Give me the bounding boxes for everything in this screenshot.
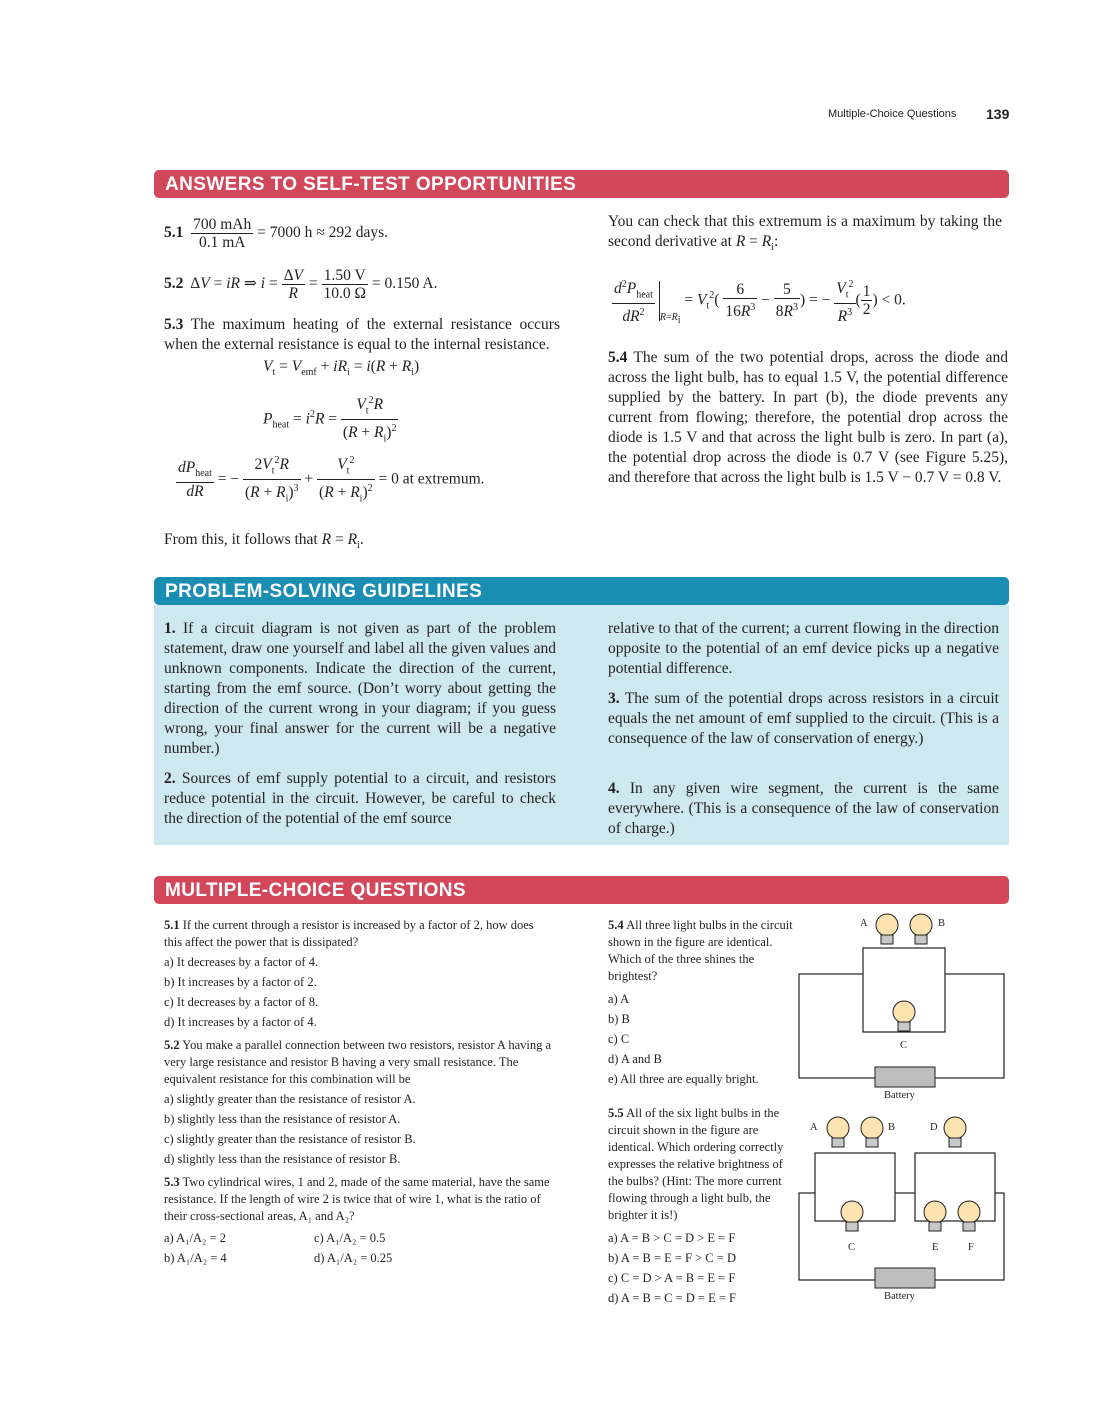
q51-num: 5.1	[164, 918, 180, 932]
question-5-5	[608, 1105, 790, 1307]
guideline-4-num: 4.	[608, 780, 620, 797]
answer-5-4-label: 5.4	[608, 349, 628, 366]
guideline-2-cont-text: relative to that of the current; a current flowing in the direction opposite to the potential of an emf device picks up a negative potential difference.	[608, 620, 999, 677]
fig2-label-d: D	[930, 1122, 938, 1133]
bulb-a2-icon	[827, 1117, 849, 1147]
q51-option-a[interactable]: a) It decreases by a factor of 4.	[164, 955, 319, 969]
fig2-label-b: B	[888, 1122, 896, 1133]
q51-option-c[interactable]: c) It decreases by a factor of 8.	[164, 995, 319, 1009]
guideline-1	[164, 619, 556, 759]
answer-5-3-text: The maximum heating of the external resistance occurs when the external resistance is equal to the internal resistance.	[164, 316, 560, 353]
battery-1-icon	[875, 1067, 935, 1087]
bulb-b2-icon	[861, 1117, 883, 1147]
q55-option-c[interactable]: c) C = D > A = B = E = F	[608, 1271, 736, 1285]
bulb-b-icon	[910, 914, 932, 944]
answer-5-2-denominator: 10.0 Ω	[323, 285, 367, 302]
fig2-label-f: F	[968, 1242, 974, 1253]
q52-option-a[interactable]: a) slightly greater than the resistance of resistor A.	[164, 1092, 416, 1106]
answer-5-1-denominator: 0.1 mA	[198, 234, 246, 251]
bulb-d2-icon	[944, 1117, 966, 1147]
answer-5-2-numerator: 1.50 V	[322, 267, 369, 285]
q54-option-a[interactable]: a) A	[608, 992, 630, 1006]
circuit-figure-2	[795, 1108, 1010, 1308]
q52-text: You make a parallel connection between two resistors, resistor A having a very large resistance and resistor B having a very small resistance. The equivalent resistance for this combination will be	[164, 1038, 552, 1086]
guideline-3	[608, 689, 999, 749]
equation-extremum: = 0 at extremum.	[378, 470, 485, 488]
fig2-label-c: C	[848, 1242, 856, 1253]
mcq-banner: MULTIPLE-CHOICE QUESTIONS	[154, 876, 1009, 904]
fig1-label-a: A	[860, 918, 868, 929]
q51-option-b[interactable]: b) It increases by a factor of 2.	[164, 975, 317, 989]
question-5-3	[164, 1174, 554, 1267]
answer-5-1-numerator: 700 mAh	[193, 216, 252, 233]
q51-text: If the current through a resistor is increased by a factor of 2, how does this affect the power that is dissipated?	[164, 918, 534, 949]
bulb-a-icon	[876, 914, 898, 944]
circuit-figure-1	[795, 910, 1010, 1105]
bulb-c2-icon	[841, 1201, 863, 1231]
q52-option-c[interactable]: c) slightly greater than the resistance of resistor B.	[164, 1132, 416, 1146]
q53-text: Two cylindrical wires, 1 and 2, made of the same material, have the same resistance. If the length of wire 2 is twice that of wire 1, what is the ratio of their cross-sectional areas, A₁ and A₂?	[164, 1175, 550, 1223]
q52-option-d[interactable]: d) slightly less than the resistance of resistor B.	[164, 1152, 401, 1166]
page-number: 139	[986, 106, 1010, 122]
guideline-2-text: Sources of emf supply potential to a circuit, and resistors reduce potential in the circuit. However, be careful to check the direction of the potential of the emf source	[164, 770, 556, 827]
equation-second-derivative: $\frac{d^2P_{heat}}{dR^2}$ $_{R=R_i} = V_t^2$( $\frac{6}{16R^3}$ − $\frac{5}{8R^3}$ ) = − $\frac{V_t^2}{R^3}$ ( $\frac{1}{2}$ ) < 0.	[612, 276, 906, 326]
conclusion-text: From this, it follows that	[164, 531, 318, 548]
q55-option-d[interactable]: d) A = B = C = D = E = F	[608, 1291, 736, 1305]
guideline-2-num: 2.	[164, 770, 176, 787]
fig1-label-c: C	[900, 1040, 908, 1051]
fig2-label-e: E	[932, 1242, 939, 1253]
answer-5-3-conclusion: From this, it follows that $R = R_i$.	[164, 531, 364, 552]
fig2-label-a: A	[810, 1122, 818, 1133]
answer-5-2-label: 5.2	[164, 275, 184, 293]
answer-5-2: 5.2 ΔV = iR ⇒ i = $\frac{\Delta V}{R}$ = $\frac{1.50 V}{10.0 \Omega}$ = 0.150 A.	[164, 267, 438, 302]
q54-option-d[interactable]: d) A and B	[608, 1052, 662, 1066]
answer-5-4	[608, 348, 1008, 488]
q51-option-d[interactable]: d) It increases by a factor of 4.	[164, 1015, 317, 1029]
equation-pheat: $P_{heat} = i^2R$ = $\frac{V_t^2R}{(R + R_i)^2}$	[263, 392, 398, 448]
question-5-2	[164, 1037, 554, 1168]
guideline-3-text: The sum of the potential drops across resistors in a circuit equals the net amount of emf supplied to the circuit. (This is a consequence of the law of conservation of energy.)	[608, 690, 999, 747]
q52-num: 5.2	[164, 1038, 180, 1052]
running-title: Multiple-Choice Questions	[828, 108, 957, 120]
answer-5-3-label: 5.3	[164, 316, 184, 333]
right-intro-text: You can check that this extremum is a maximum by taking the second derivative at	[608, 213, 1002, 250]
q53-option-c[interactable]: c) A₁/A₂ = 0.5	[314, 1231, 386, 1245]
answer-5-4-text: The sum of the two potential drops, across the diode and across the light bulb, has to equal 1.5 V, the potential difference supplied by the battery. In part (b), the diode prevents any current from flowing; therefore, the potential drop across the diode is 1.5 V and that across the light bulb is zero. In part (a), the potential drop across the diode is 0.7 V (see Figure 5.25), and therefore that across the light bulb is 1.5 V − 0.7 V = 0.8 V.	[608, 349, 1008, 486]
question-5-4	[608, 917, 793, 1088]
answer-5-1	[164, 216, 388, 251]
q55-num: 5.5	[608, 1106, 624, 1120]
q52-option-b[interactable]: b) slightly less than the resistance of resistor A.	[164, 1112, 401, 1126]
bulb-f2-icon	[958, 1201, 980, 1231]
q55-option-b[interactable]: b) A = B = E = F > C = D	[608, 1251, 736, 1265]
guideline-2	[164, 769, 556, 829]
guideline-1-text: If a circuit diagram is not given as part of the problem statement, draw one yourself and label all the given values and unknown components. Indicate the direction of the current, starting from the emf source. (Don’t worry about getting the direction of the current wrong in your diagram; if you guess wrong, your final answer for the current will be a negative number.)	[164, 620, 557, 757]
q54-option-b[interactable]: b) B	[608, 1012, 630, 1026]
answer-5-1-result: = 7000 h ≈ 292 days.	[257, 224, 389, 242]
q53-option-b[interactable]: b) A₁/A₂ = 4	[164, 1251, 227, 1265]
q54-num: 5.4	[608, 918, 624, 932]
battery-2-icon	[875, 1268, 935, 1288]
fig1-label-b: B	[938, 918, 946, 929]
q54-text: All three light bulbs in the circuit shown in the figure are identical. Which of the three shines the brightest?	[608, 918, 793, 983]
guidelines-banner: PROBLEM-SOLVING GUIDELINES	[154, 577, 1009, 605]
q53-option-d[interactable]: d) A₁/A₂ = 0.25	[314, 1251, 393, 1265]
right-intro: You can check that this extremum is a maximum by taking the second derivative at $R = R_i$:	[608, 213, 1002, 254]
q53-num: 5.3	[164, 1175, 180, 1189]
question-5-1	[164, 917, 554, 1031]
equation-vt: $V_t = V_{emf} + iR_i = i(R + R_i)$	[263, 358, 420, 379]
guideline-2-cont	[608, 619, 999, 679]
q53-option-a[interactable]: a) A₁/A₂ = 2	[164, 1231, 226, 1245]
guideline-4	[608, 779, 999, 839]
q55-text: All of the six light bulbs in the circuit shown in the figure are identical. Which ordering correctly expresses the relative brightness of the bulbs? (Hint: The more current flowing through a light bulb, the brighter it is!)	[608, 1106, 784, 1222]
guideline-3-num: 3.	[608, 690, 620, 707]
equation-derivative: $\frac{dP_{heat}}{dR}$ = − $\frac{2V_t^2R}{(R + R_i)^3}$ + $\frac{V_t^2}{(R + R_i)^2}$ = 0 at extremum.	[176, 452, 485, 508]
answers-banner: ANSWERS TO SELF-TEST OPPORTUNITIES	[154, 170, 1009, 198]
answer-5-3	[164, 315, 560, 355]
fig1-battery-label: Battery	[884, 1090, 915, 1101]
bulb-e2-icon	[924, 1201, 946, 1231]
q54-option-c[interactable]: c) C	[608, 1032, 630, 1046]
q55-option-a[interactable]: a) A = B > C = D > E = F	[608, 1231, 736, 1245]
guideline-1-num: 1.	[164, 620, 176, 637]
q54-option-e[interactable]: e) All three are equally bright.	[608, 1072, 759, 1086]
fig2-battery-label: Battery	[884, 1291, 915, 1302]
guideline-4-text: In any given wire segment, the current is the same everywhere. (This is a consequence of the law of conservation of charge.)	[608, 780, 999, 837]
answer-5-1-label: 5.1	[164, 224, 184, 242]
answer-5-2-result: = 0.150 A.	[371, 275, 438, 293]
